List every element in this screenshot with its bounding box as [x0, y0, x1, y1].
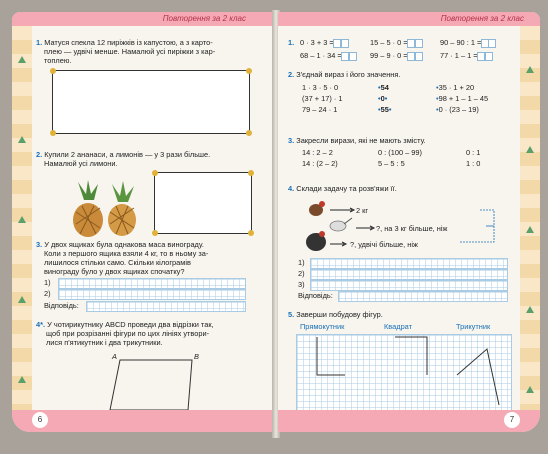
tree-icon [526, 226, 534, 233]
answer-cell[interactable] [488, 39, 496, 48]
task-text: У двох ящиках була однакова маса винограду. [44, 240, 204, 249]
tree-icon [18, 216, 26, 223]
task-text: винограду було у двох ящиках спочатку? [44, 267, 185, 276]
right-page-header: Повторення за 2 клас [278, 12, 540, 26]
task-text: лишилося стільки само. Скільки кілограмів [44, 258, 191, 267]
task-text: У чотирикутнику ABCD проведи два відрізки так, [47, 320, 214, 329]
expression[interactable]: 0 · (23 – 19) [438, 105, 479, 114]
task-text: щоб при розрізанні фігури по цих лініях утвори- [46, 329, 210, 338]
tree-icon [526, 306, 534, 313]
task-text: Заверши побудову фігур. [296, 310, 383, 319]
pin-icon [50, 68, 56, 74]
page-number: 6 [32, 412, 48, 428]
page-number: 7 [504, 412, 520, 428]
task-text: Коли з першого ящика взяли 4 кг, то в ньому за- [44, 249, 209, 258]
answer-label: Відповідь: [44, 301, 79, 310]
figure-label: Трикутник [456, 322, 491, 331]
answer-cell[interactable] [415, 52, 423, 61]
task-text: лися п'ятикутник і два трикутники. [46, 338, 163, 347]
pin-icon [50, 130, 56, 136]
task-2: 2. З'єднай вираз і його значення. 1 · 3 · 5 · 0 (37 + 17) · 1 79 – 24 · 1 •54 •0• •55• •35 · 1 + 20 •98 + 1 – 1 – 45 •0 · (23 – 19) [288, 70, 489, 114]
left-page-header: Повторення за 2 клас [12, 12, 274, 26]
task-5 [288, 310, 516, 331]
tree-icon [18, 56, 26, 63]
drawing-frame-1[interactable] [52, 70, 250, 134]
pin-icon [246, 130, 252, 136]
vertex-label: B [194, 352, 199, 361]
answer-label: 1) [44, 278, 51, 287]
answer-cell[interactable] [349, 52, 357, 61]
value-option[interactable]: 0 [380, 94, 385, 103]
right-decor-strip [520, 26, 540, 410]
task-text: Склади задачу та розв'яжи її. [296, 184, 397, 193]
scheme-label: ?, удвічі більше, ніж [350, 240, 418, 249]
figure-label: Прямокутник [300, 322, 345, 331]
expression: 15 – 5 · 0 = [370, 38, 408, 47]
answer-grid-2[interactable] [58, 289, 246, 300]
answer-label: 1) [298, 258, 305, 267]
tree-icon [526, 386, 534, 393]
pin-icon [248, 230, 254, 236]
pin-icon [248, 170, 254, 176]
task-3 [288, 136, 516, 168]
expression: 68 – 1 · 34 = [300, 51, 342, 60]
figure-label: Квадрат [384, 322, 413, 331]
task-number: 1. [288, 38, 295, 47]
tree-icon [526, 66, 534, 73]
expression[interactable]: 14 : 2 – 2 [302, 148, 333, 157]
answer-grid-1[interactable] [310, 258, 508, 269]
scheme-label: 2 кг [356, 206, 369, 215]
expression[interactable]: 1 : 0 [466, 159, 481, 168]
answer-label: 3) [298, 280, 305, 289]
left-page [12, 12, 274, 432]
task-text: плею — удвічі менше. Намалюй усі пиріжки з кар- [44, 47, 216, 56]
task-text: топлею. [44, 56, 72, 65]
birds-scheme [300, 198, 510, 258]
answer-label: Відповідь: [298, 291, 333, 300]
tree-icon [18, 296, 26, 303]
expression[interactable]: 5 – 5 : 5 [378, 159, 405, 168]
right-page [278, 12, 540, 432]
expression[interactable]: 0 : (100 – 99) [378, 148, 422, 157]
task-text: З'єднай вираз і його значення. [296, 70, 401, 79]
construction-grid[interactable] [296, 334, 512, 420]
answer-grid-3[interactable] [310, 280, 508, 291]
answer-cell[interactable] [415, 39, 423, 48]
task-text: Матуся спекла 12 пиріжків із капустою, а з карто- [44, 38, 213, 47]
tree-icon [526, 146, 534, 153]
expression[interactable]: 1 · 3 · 5 · 0 [302, 83, 339, 92]
task-text: Купили 2 ананаси, а лимонів — у 3 рази більше. [44, 150, 211, 159]
task-text: Намалюй усі лимони. [44, 159, 118, 168]
expression[interactable]: 14 : (2 – 2) [302, 159, 338, 168]
answer-grid-4[interactable] [338, 291, 508, 302]
answer-cell[interactable] [341, 39, 349, 48]
tree-icon [18, 376, 26, 383]
answer-label: 2) [298, 269, 305, 278]
task-1 [36, 38, 268, 65]
tree-icon [18, 136, 26, 143]
pin-icon [152, 230, 158, 236]
pin-icon [152, 170, 158, 176]
pin-icon [246, 68, 252, 74]
expression[interactable]: 98 + 1 – 1 – 45 [438, 94, 489, 103]
task-number: 2. [288, 70, 295, 79]
value-option[interactable]: 55 [380, 105, 389, 114]
task-4 [36, 320, 268, 347]
task-number: 3. [36, 240, 43, 249]
task-2 [36, 150, 268, 168]
expression: 99 – 9 · 0 = [370, 51, 408, 60]
task-number: 4*. [36, 320, 46, 329]
expression[interactable]: (37 + 17) · 1 [302, 94, 343, 103]
task-3 [36, 240, 268, 276]
expression[interactable]: 79 – 24 · 1 [302, 105, 338, 114]
vertex-label: A [112, 352, 117, 361]
task-4 [288, 184, 516, 193]
expression: 0 · 3 + 3 = [300, 38, 334, 47]
expression: 90 – 90 : 1 = [440, 38, 482, 47]
right-footer [278, 410, 540, 432]
task-number: 4. [288, 184, 295, 193]
left-decor-strip [12, 26, 32, 410]
task-number: 3. [288, 136, 295, 145]
scheme-label: ?, на 3 кг більше, ніж [376, 224, 448, 233]
left-footer [12, 410, 274, 432]
answer-cell[interactable] [485, 52, 493, 61]
expression[interactable]: 35 · 1 + 20 [438, 83, 475, 92]
pineapple-image [56, 178, 146, 238]
task-number: 1. [36, 38, 43, 47]
open-book [8, 4, 540, 448]
expression[interactable]: 0 : 1 [466, 148, 481, 157]
task-number: 5. [288, 310, 295, 319]
answer-grid-1[interactable] [58, 278, 246, 289]
task-number: 2. [36, 150, 43, 159]
drawing-frame-2[interactable] [154, 172, 252, 234]
expression: 77 · 1 – 1 = [440, 51, 478, 60]
answer-grid-3[interactable] [86, 301, 246, 312]
answer-label: 2) [44, 289, 51, 298]
task-text: Закресли вирази, які не мають змісту. [296, 136, 426, 145]
answer-grid-2[interactable] [310, 269, 508, 280]
value-option[interactable]: 54 [380, 83, 389, 92]
